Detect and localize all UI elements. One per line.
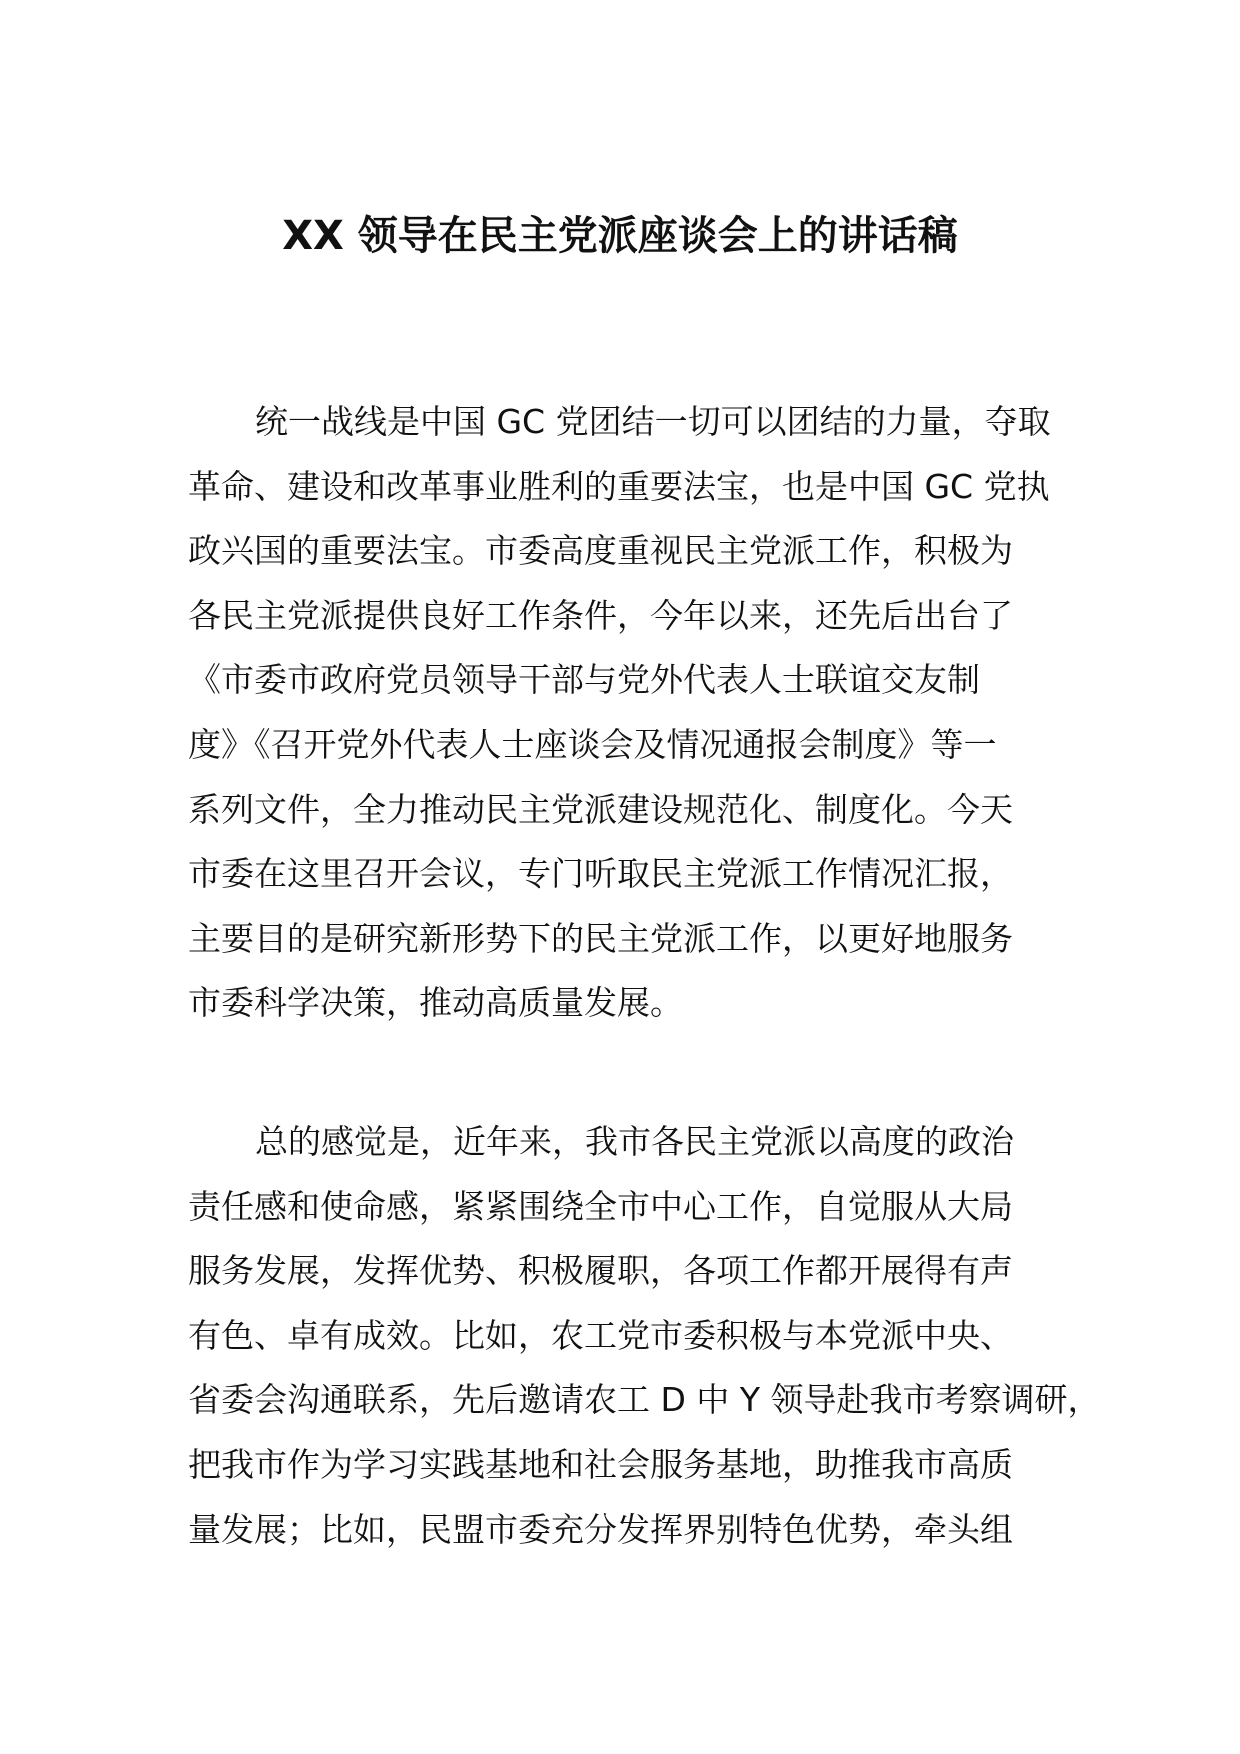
paragraph-line: 量发展；比如，民盟市委充分发挥界别特色优势，牵头组 — [188, 1509, 1013, 1549]
paragraph-line: 各民主党派提供良好工作条件，今年以来，还先后出台了 — [188, 595, 1013, 635]
paragraph-line: 《市委市政府党员领导干部与党外代表人士联谊交友制 — [188, 660, 980, 700]
paragraph-line: 把我市作为学习实践基地和社会服务基地，助推我市高质 — [188, 1444, 1013, 1484]
document-title: XX 领导在民主党派座谈会上的讲话稿 — [282, 213, 958, 259]
paragraph-line: 有色、卓有成效。比如，农工党市委积极与本党派中央、 — [188, 1315, 1013, 1355]
paragraph-line: 总的感觉是，近年来，我市各民主党派以高度的政治 — [255, 1122, 1014, 1161]
paragraph-line: 革命、建设和改革事业胜利的重要法宝，也是中国 GC 党执 — [188, 466, 1050, 506]
paragraph-line: 市委科学决策，推动高质量发展。 — [188, 983, 683, 1023]
paragraph-line: 市委在这里召开会议，专门听取民主党派工作情况汇报， — [188, 854, 1013, 894]
paragraph-line: 度》《召开党外代表人士座谈会及情况通报会制度》等一 — [188, 724, 997, 764]
paragraph-line: 统一战线是中国 GC 党团结一切可以团结的力量，夺取 — [255, 402, 1051, 441]
paragraph-line: 省委会沟通联系，先后邀请农工 D 中 Y 领导赴我市考察调研， — [188, 1380, 1101, 1420]
paragraph-1 — [188, 390, 1088, 1036]
paragraph-line: 责任感和使命感，紧紧围绕全市中心工作，自觉服从大局 — [188, 1186, 1013, 1226]
paragraph-line: 主要目的是研究新形势下的民主党派工作，以更好地服务 — [188, 918, 1013, 958]
paragraph-line: 政兴国的重要法宝。市委高度重视民主党派工作，积极为 — [188, 531, 1013, 571]
paragraph-line: 服务发展，发挥优势、积极履职，各项工作都开展得有声 — [188, 1251, 1013, 1291]
paragraph-2 — [188, 1110, 1101, 1562]
paragraph-line: 系列文件，全力推动民主党派建设规范化、制度化。今天 — [188, 789, 1013, 829]
